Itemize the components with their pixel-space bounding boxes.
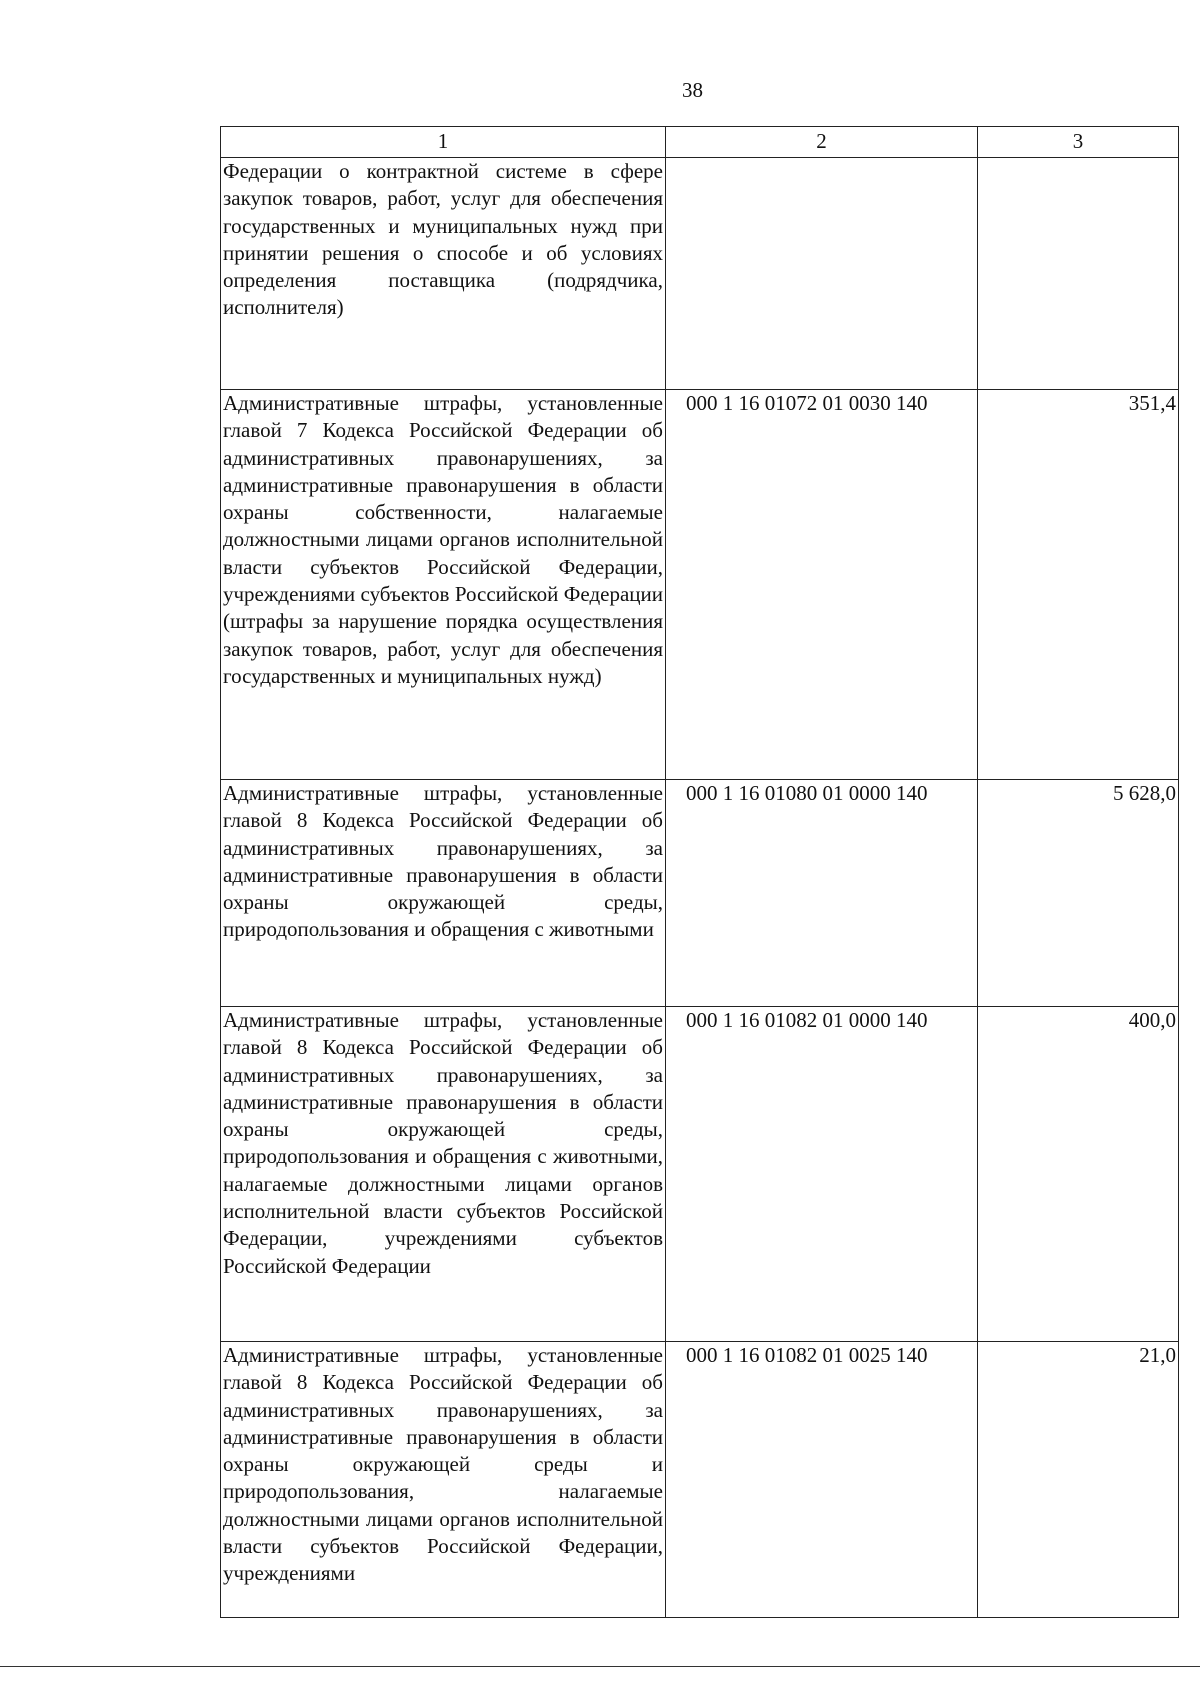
row-budget-code	[666, 158, 978, 390]
budget-revenue-table	[220, 126, 1179, 1618]
page-number: 38	[682, 78, 703, 102]
row-description: Федерации о контрактной системе в сфере закупок товаров, работ, услуг для обеспечения государственных и муниципальных нужд при принятии решения о способе и об условиях определения поставщика (подрядчика, исполнителя)	[221, 158, 666, 390]
row-description: Административные штрафы, установленные главой 8 Кодекса Российской Федерации об административных правонарушениях, за административные правонарушения в области охраны окружающей среды, природопользования и обращения с животными, налагаемые должностными лицами органов исполнительной власти субъектов Российской Федерации, учреждениями субъектов Российской Федерации	[221, 1007, 666, 1342]
column-header-2: 2	[666, 127, 978, 158]
table-row	[221, 390, 1179, 780]
row-budget-code: 000 1 16 01072 01 0030 140	[666, 390, 978, 780]
table-row	[221, 780, 1179, 1007]
table-row	[221, 1342, 1179, 1618]
row-amount	[978, 158, 1179, 390]
row-amount: 5 628,0	[978, 780, 1179, 1007]
row-description: Административные штрафы, установленные главой 8 Кодекса Российской Федерации об административных правонарушениях, за административные правонарушения в области охраны окружающей среды и природопользования, налагаемые должностными лицами органов исполнительной власти субъектов Российской Федерации, учреждениями	[221, 1342, 666, 1618]
budget-table-container	[220, 126, 1179, 1618]
row-amount: 351,4	[978, 390, 1179, 780]
row-description: Административные штрафы, установленные главой 8 Кодекса Российской Федерации об административных правонарушениях, за административные правонарушения в области охраны окружающей среды, природопользования и обращения с животными	[221, 780, 666, 1007]
column-header-3: 3	[978, 127, 1179, 158]
bottom-scan-rule	[0, 1666, 1200, 1667]
row-description: Административные штрафы, установленные главой 7 Кодекса Российской Федерации об административных правонарушениях, за административные правонарушения в области охраны собственности, налагаемые должностными лицами органов исполнительной власти субъектов Российской Федерации, учреждениями субъектов Российской Федерации (штрафы за нарушение порядка осуществления закупок товаров, работ, услуг для обеспечения государственных и муниципальных нужд)	[221, 390, 666, 780]
table-row	[221, 1007, 1179, 1342]
row-budget-code: 000 1 16 01082 01 0025 140	[666, 1342, 978, 1618]
row-amount: 21,0	[978, 1342, 1179, 1618]
row-budget-code: 000 1 16 01080 01 0000 140	[666, 780, 978, 1007]
column-header-1: 1	[221, 127, 666, 158]
table-header-row	[221, 127, 1179, 158]
table-row	[221, 158, 1179, 390]
row-amount: 400,0	[978, 1007, 1179, 1342]
row-budget-code: 000 1 16 01082 01 0000 140	[666, 1007, 978, 1342]
